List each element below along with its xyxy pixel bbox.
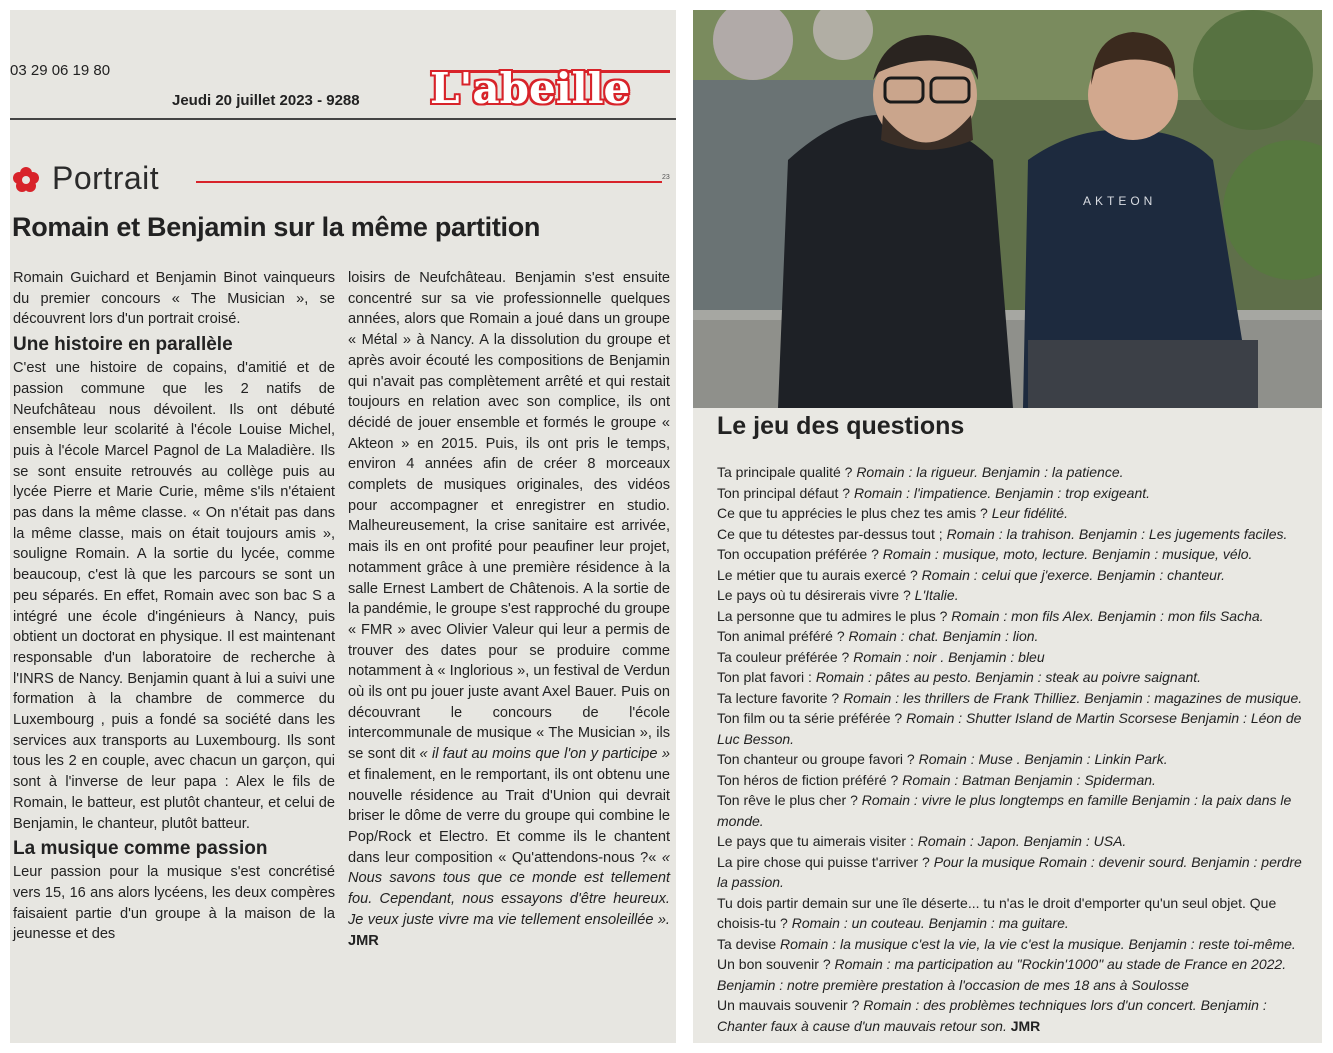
header-rule [10,118,676,120]
article-paragraph-block [348,268,670,951]
question: Un bon souvenir ? [717,956,831,972]
answer: Romain : pâtes au pesto. Benjamin : steak au poivre saignant. [815,669,1202,685]
list-item [717,954,1311,995]
flower-icon [12,166,40,194]
question: Ton plat favori : [717,669,812,685]
section-label: Portrait [52,160,160,196]
phone-number: 03 29 06 19 80 [10,62,111,79]
question: La personne que tu admires le plus ? [717,607,948,624]
question: Ton animal préféré ? [717,628,845,644]
answer: Romain : mon fils Alex. Benjamin : mon fils Sacha. [951,607,1264,624]
question: Le pays où tu désirerais vivre ? [717,587,911,603]
portrait-photo [693,10,1322,408]
article-quote: « Nous savons tous que ce monde est tellement fou. Cependant, nous essayons d'être heureux. Je veux juste vivre ma vie tellement ensoleillée ». [348,849,670,928]
article-paragraph: loisirs de Neufchâteau. Benjamin s'est ensuite concentré sur sa vie professionnelle quelques années, alors que Romain a joué dans un groupe « Métal » à Nancy. A la dissolution du groupe et après avoir écouté les compositions de Benjamin qui n'avait pas complètement arrêté et qui restait toujours en relation avec son complice, ils ont décidé de jouer ensemble et formés le groupe « Akteon » en 2015. Puis, ils ont pris le temps, environ 4 années afin de créer 8 morceaux complets de musiques originales, des vidéos pour accompagner et enregistrer en studio. Malheureusement, la crise sanitaire est arrivée, mais ils en ont profité pour peaufiner leur projet, notamment grâce à une première résidence à la salle Ernest Lambert de Châtenois. A la sortie de la pandémie, le groupe s'est rapproché du groupe « FMR » avec Olivier Valeur qui leur a permis de trouver des dates pour se produire comme notamment à « Inglorious », un festival de Verdun où ils ont pu jouer juste avant Axel Bauer. Puis on découvrant le concours de l'école intercommunale de musique « The Musician », ils se sont dit [348,270,670,763]
question: Ton chanteur ou groupe favori ? [717,751,915,767]
list-item [717,749,1311,770]
section-rule [196,181,662,183]
list-item [717,688,1311,709]
logo-text: L'abeille [430,64,631,113]
list-item [717,626,1311,647]
article-column-2 [348,268,670,951]
list-item [717,544,1311,565]
question: Ta lecture favorite ? [717,689,840,706]
list-item [717,524,1311,545]
answer: Romain : un couteau. Benjamin : ma guitare. [791,915,1069,931]
question: Tu dois partir demain sur une île déserte... tu n'as le droit d'emporter qu'un seul objet. Que choisis-tu ? [717,894,1277,931]
answer: Romain : musique, moto, lecture. Benjamin : musique, vélo. [882,546,1253,562]
list-item [717,831,1311,852]
answer: Romain : la trahison. Benjamin : Les jugements faciles. [946,525,1288,542]
subhead-music: La musique comme passion [13,838,268,860]
answer: L'Italie. [914,587,959,603]
article-column-1 [13,268,335,945]
questions-panel [693,10,1322,1043]
questions-list [717,462,1311,1036]
answer: Romain : Japon. Benjamin : USA. [917,833,1127,849]
page-number: 23 [662,174,670,181]
list-item [717,565,1311,586]
answer: Romain : ma participation au "Rockin'1000" au stade de France en 2022. Benjamin : notre première prestation à l'occasion de mes 18 ans à Soulosse [717,956,1287,993]
list-item [717,462,1311,483]
question: Ce que tu apprécies le plus chez tes amis ? [717,505,988,521]
question: Ton principal défaut ? [717,484,851,501]
questions-title: Le jeu des questions [717,412,965,440]
list-item [717,893,1311,934]
answer: Romain : Shutter Island de Martin Scorsese Benjamin : Léon de Luc Besson. [717,710,1302,747]
subhead-history: Une histoire en parallèle [13,334,233,356]
list-item [717,852,1311,893]
question: Ce que tu détestes par-dessus tout ; [717,525,943,542]
article-paragraph: Leur passion pour la musique s'est concrétisé vers 15, 16 ans alors lycéens, les deux compères faisaient partie d'un groupe à la maison de la jeunesse et des [13,864,335,943]
question: Ton film ou ta série préférée ? [717,710,903,726]
list-item [717,483,1311,504]
question: La pire chose qui puisse t'arriver ? [717,853,930,870]
question: Ton héros de fiction préféré ? [717,771,899,788]
article-intro: Romain Guichard et Benjamin Binot vainqueurs du premier concours « The Musician », se découvrent lors d'un portrait croisé. [13,270,335,328]
answer: Leur fidélité. [991,505,1068,521]
list-item [717,503,1311,524]
question: Ton occupation préférée ? [717,546,879,562]
list-item [717,934,1311,955]
answer: Romain : Batman Benjamin : Spiderman. [902,771,1156,788]
question: Le métier que tu aurais exercé ? [717,566,918,583]
answer: Pour la musique Romain : devenir sourd. Benjamin : perdre la passion. [717,853,1302,890]
newspaper-article-panel [10,10,676,1043]
article-quote: « il faut au moins que l'on y participe » [419,746,670,763]
list-item [717,585,1311,606]
list-item [717,667,1311,688]
question: Le pays que tu aimerais visiter : [717,833,914,849]
article-paragraph: C'est une histoire de copains, d'amitié et de passion commune que les 2 natifs de Neufchâteau nous dévoilent. Ils ont débuté ensemble leur scolarité à l'école Louise Michel, puis à l'école Marcel Pagnol de La Maladière. Ils se sont ensuite retrouvés au collège puis au lycée Pierre et Marie Curie, même s'ils n'étaient pas dans la même classe. « On n'était pas dans la même classe, mais on était toujours amis », souligne Romain. A la sortie du lycée, comme beaucoup, c'est là que les parcours se sont un peu séparés. En effet, Romain avec son bac S a intégré une école d'ingénieurs à Nancy, puis obtient un doctorat en physique. Il est maintenant responsable d'un laboratoire de recherche à l'INRS de Nancy. Benjamin quant à lui a suivi une formation à la chambre de commerce du Luxembourg , puis a fondé sa société dans les services aux transports au Luxembourg. Ils sont tous les 2 en couple, avec chacun un garçon, qui sont à l'inverse de leur papa : Alex le fils de Romain, le batteur, est plutôt chanteur, et celui de Benjamin, le chanteur, plutôt batteur. [13,360,335,832]
answer: Romain : noir . Benjamin : bleu [853,648,1045,665]
list-item [717,708,1311,749]
answer: Romain : la rigueur. Benjamin : la patience. [856,464,1124,480]
answer: Romain : des problèmes techniques lors d'un concert. Benjamin : Chanter faux à cause d'un mauvais retour son. [717,997,1267,1034]
question: Un mauvais souvenir ? [717,997,860,1013]
newspaper-logo [430,64,670,114]
question: Ton rêve le plus cher ? [717,792,858,808]
author-signature: JMR [348,932,379,949]
answer: Romain : vivre le plus longtemps en famille Benjamin : la paix dans le monde. [717,792,1292,829]
article-paragraph: et finalement, en le remportant, ils ont obtenu une nouvelle résidence au Trait d'Union qui devrait briser le dôme de verre du groupe qui combine le Pop/Rock et Electro. Et comme ils le chantent dans leur composition « Qu'attendons-nous ?« [348,766,670,866]
shirt-print: AKTEON [1083,194,1157,208]
list-item [717,995,1311,1036]
author-signature: JMR [1010,1017,1041,1034]
issue-dateline: Jeudi 20 juillet 2023 - 9288 [172,92,360,109]
article-headline: Romain et Benjamin sur la même partition [12,212,541,242]
answer: Romain : les thrillers de Frank Thilliez. Benjamin : magazines de musique. [843,689,1303,706]
list-item [717,606,1311,627]
list-item [717,647,1311,668]
list-item [717,790,1311,831]
question: Ta principale qualité ? [717,464,853,480]
answer: Romain : la musique c'est la vie, la vie c'est la musique. Benjamin : reste toi-même. [780,935,1296,952]
answer: Romain : chat. Benjamin : lion. [848,628,1039,644]
answer: Romain : Muse . Benjamin : Linkin Park. [918,751,1168,767]
question: Ta couleur préférée ? [717,648,850,665]
answer: Romain : celui que j'exerce. Benjamin : chanteur. [921,566,1225,583]
list-item [717,770,1311,791]
answer: Romain : l'impatience. Benjamin : trop exigeant. [853,484,1151,501]
question: Ta devise [717,935,777,952]
section-header [10,162,676,198]
